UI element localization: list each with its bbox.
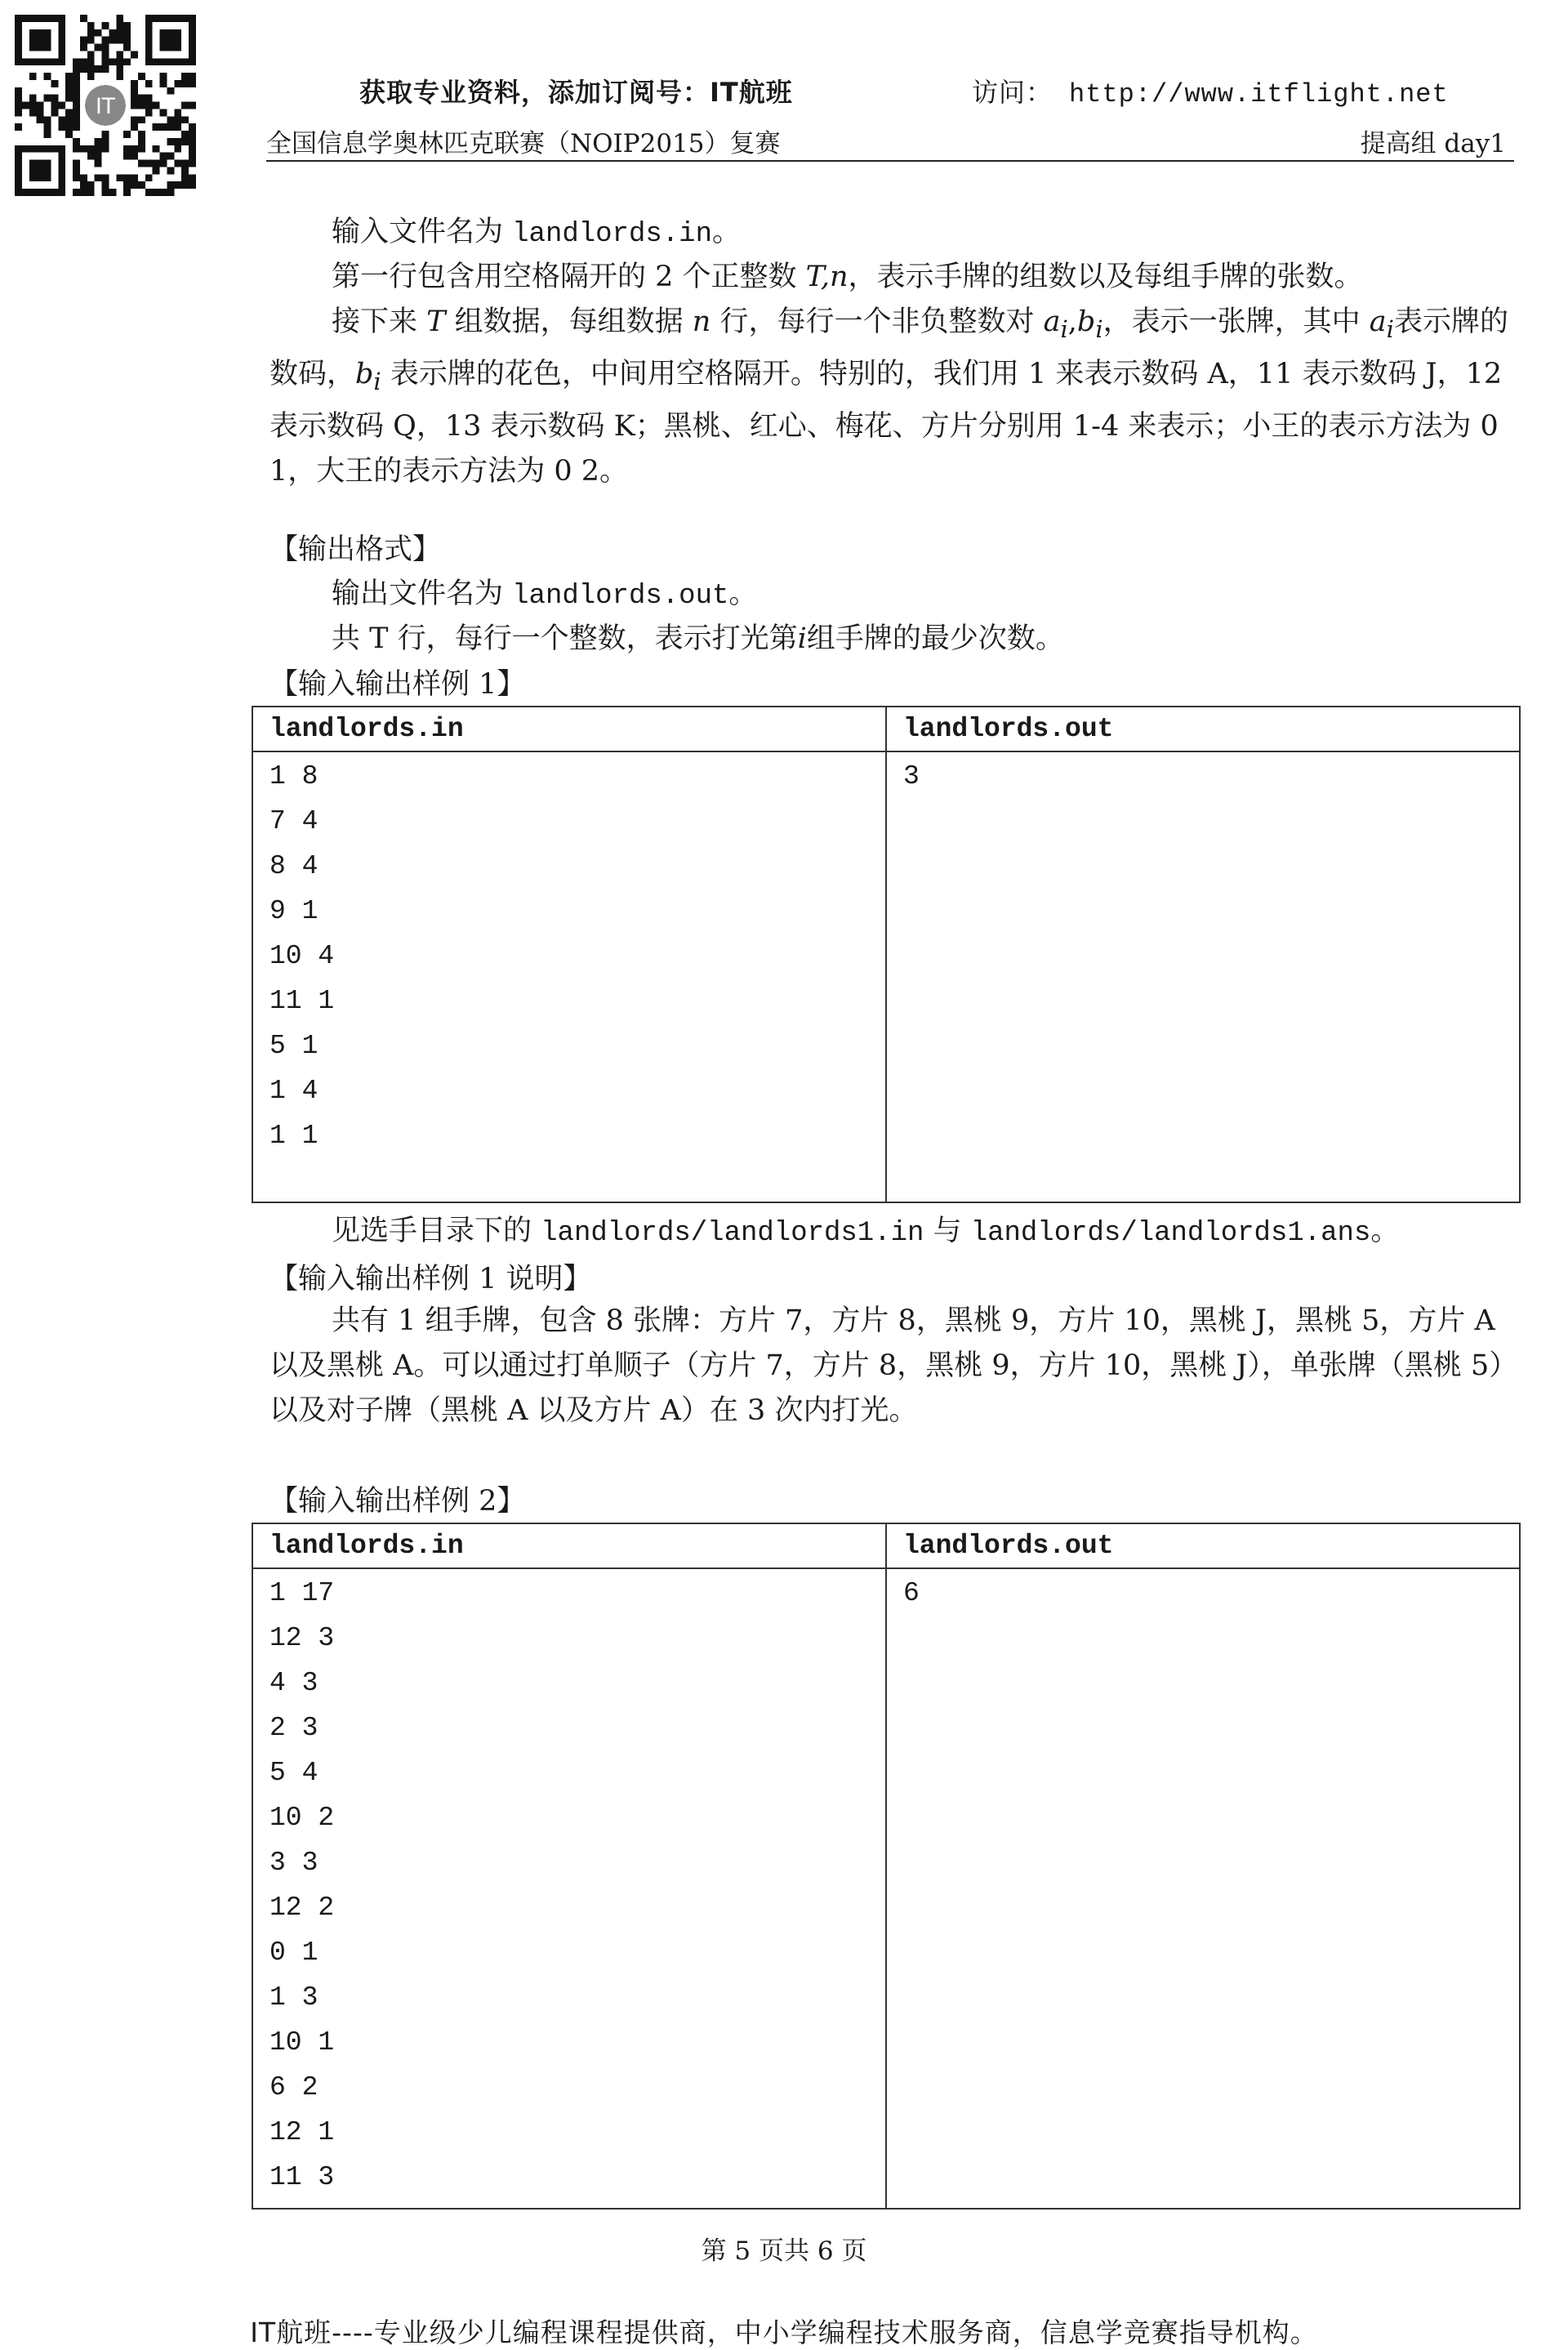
sample2-in-header: landlords.in: [252, 1523, 886, 1568]
table-row: 6: [903, 1578, 920, 1608]
sample1-in-cell: [252, 751, 886, 1202]
table-row: 1 17: [270, 1578, 335, 1608]
sample1-in-header: landlords.in: [252, 707, 886, 751]
sample2-out-header: landlords.out: [886, 1523, 1520, 1568]
table-row: 3: [903, 761, 920, 792]
sample2-table: [252, 1523, 1521, 2210]
table-row: 12 3: [270, 1623, 335, 1653]
footer-slogan: IT航班----专业级少儿编程课程提供商，中小学编程技术服务商，信息学竞赛指导机构。: [250, 2317, 1318, 2348]
input-first-line-desc: 第一行包含用空格隔开的 2 个正整数 T,n，表示手牌的组数以及每组手牌的张数。: [332, 261, 1363, 293]
sample1-out-cell: [886, 751, 1520, 1202]
sample1-title: 【输入输出样例 1】: [270, 668, 526, 701]
header-contest-title: 全国信息学奥林匹克联赛（NOIP2015）复赛: [266, 129, 781, 158]
qr-center-logo: IT: [95, 93, 116, 119]
output-filename: landlords.out: [512, 581, 729, 612]
sample1-file-note: 见选手目录下的 landlords/landlords1.in 与 landlords/landlords1.ans。: [332, 1215, 1400, 1249]
sample2-in-cell: [252, 1568, 886, 2209]
sample1-explain-title: 【输入输出样例 1 说明】: [270, 1263, 592, 1295]
table-row: 6 2: [270, 2072, 318, 2103]
table-row: 5 1: [270, 1031, 318, 1061]
website-url[interactable]: http://www.itflight.net: [1069, 79, 1449, 109]
table-row: 1 1: [270, 1121, 318, 1151]
header-divider: [266, 160, 1514, 162]
input-filename-line: 输入文件名为 landlords.in。: [332, 216, 741, 250]
table-row: 5 4: [270, 1758, 318, 1788]
table-row: 11 3: [270, 2162, 335, 2192]
sample2-out-cell: [886, 1568, 1520, 2209]
sample1-table: [252, 706, 1521, 1203]
input-data-desc: 接下来 T 组数据，每组数据 n 行，每行一个非负整数对 $a_i,b_i$，表示一张牌，其中 $a_i$表示牌的数码，$b_i$ 表示牌的花色，中间用空格隔开。特别的，我们用 1 来表示数码 A，11 表示数码 J，12 表示数码 Q，13 表示数码 K；黑桃、红心、梅花、方片分别用 1-4 来表示；小王的表示方法为 0 1，大王的表示方法为 0 2。: [270, 305, 1509, 488]
table-row: 1 4: [270, 1076, 318, 1106]
output-filename-line: 输出文件名为 landlords.out。: [332, 577, 758, 612]
table-row: 8 4: [270, 851, 318, 881]
table-row: 3 3: [270, 1848, 318, 1878]
table-row: 12 2: [270, 1893, 335, 1923]
visit-label: 访问：: [972, 77, 1054, 108]
sample1-explain-text: 共有 1 组手牌，包含 8 张牌：方片 7，方片 8，黑桃 9，方片 10，黑桃 J，黑桃 5，方片 A 以及黑桃 A。可以通过打单顺子（方片 7，方片 8，黑桃 9，方片 10，黑桃 J），单张牌（黑桃 5）以及对子牌（黑桃 A 以及方片 A）在 3 次内打光。: [270, 1304, 1503, 1427]
table-row: 12 1: [270, 2117, 335, 2147]
promo-visit: [972, 72, 1449, 109]
output-desc-line: 共 T 行，每行一个整数，表示打光第i组手牌的最少次数。: [332, 622, 1064, 655]
qr-code-icon: [15, 15, 196, 196]
table-row: 9 1: [270, 896, 318, 926]
sample2-title: 【输入输出样例 2】: [270, 1485, 526, 1518]
input-filename: landlords.in: [512, 219, 712, 250]
output-format-title: 【输出格式】: [270, 533, 442, 566]
table-row: 4 3: [270, 1668, 318, 1698]
promo-subscribe-text: 获取专业资料，添加订阅号：IT航班: [359, 77, 793, 108]
table-row: 1 3: [270, 1982, 318, 2013]
table-row: 1 8: [270, 761, 318, 792]
header-group-day: 提高组 day1: [1360, 129, 1506, 158]
table-row: 10 2: [270, 1803, 335, 1833]
table-row: 0 1: [270, 1938, 318, 1968]
table-row: 10 1: [270, 2027, 335, 2058]
table-row: 7 4: [270, 806, 318, 836]
sample1-out-header: landlords.out: [886, 707, 1520, 751]
table-row: 11 1: [270, 986, 335, 1016]
table-row: 2 3: [270, 1713, 318, 1743]
page-number: 第 5 页共 6 页: [701, 2236, 867, 2266]
table-row: 10 4: [270, 941, 335, 971]
